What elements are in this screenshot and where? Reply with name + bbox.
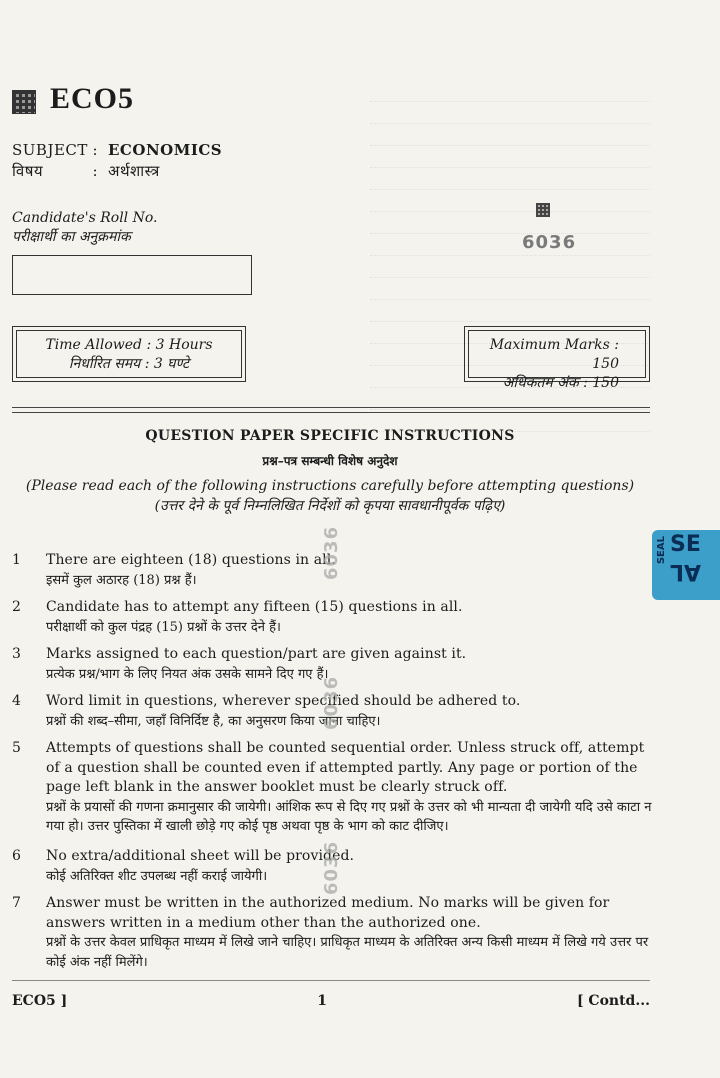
roll-label-en: Candidate's Roll No. (12, 210, 158, 226)
subject-value-hi: अर्थशास्त्र (108, 162, 160, 180)
maximum-marks-en: Maximum Marks : 150 (489, 337, 619, 372)
instructions-title: QUESTION PAPER SPECIFIC INSTRUCTIONS (145, 428, 515, 444)
time-allowed-hi: निर्धारित समय : 3 घण्टे (68, 356, 190, 372)
divider (12, 407, 650, 408)
instruction-item: 3 Marks assigned to each question/part are given against it. प्रत्येक प्रश्न/भाग के लिए नियत अंक उसके सामने दिए गए हैं। (12, 646, 467, 682)
time-allowed-en: Time Allowed : 3 Hours (45, 337, 213, 353)
page-footer (12, 993, 650, 1009)
seal-text-inverted: AL (670, 559, 702, 584)
page-number: 1 (317, 993, 327, 1009)
seal-side-text: SEAL (656, 536, 667, 565)
instruction-item: 4 Word limit in questions, wherever specified should be adhered to. प्रश्नों की शब्द–सीमा, जहाँ विनिर्दिष्ट है, का अनुसरण किया जाना चाहिए। (12, 693, 521, 729)
divider (12, 412, 650, 413)
instructions-note (0, 476, 660, 516)
paper-code: ECO5 (50, 82, 135, 115)
footer-paper-code: ECO5 ] (12, 993, 68, 1009)
time-allowed-box (12, 326, 246, 382)
seal-sticker (652, 530, 720, 600)
maximum-marks-box (464, 326, 650, 391)
seal-text: SE (670, 532, 701, 557)
roll-label-hi: परीक्षार्थी का अनुक्रमांक (12, 229, 131, 245)
subject-label-hi: विषय (12, 162, 44, 180)
serial-watermark: 6036 (321, 840, 342, 895)
instructions-note-en: (Please read each of the following instructions carefully before attempting questions) (25, 478, 635, 494)
instruction-item: 1 There are eighteen (18) questions in all. इसमें कुल अठारह (18) प्रश्न हैं। (12, 552, 336, 588)
barcode-icon (536, 203, 550, 217)
subject-value-en: ECONOMICS (108, 141, 223, 159)
instruction-item: 6 No extra/additional sheet will be provided. कोई अतिरिक्त शीट उपलब्ध नहीं कराई जायेगी। (12, 848, 355, 884)
instructions-note-hi: (उत्तर देने के पूर्व निम्नलिखित निर्देशों को कृपया सावधानीपूर्वक पढ़िए) (154, 498, 506, 514)
roll-number-box[interactable] (12, 255, 252, 295)
serial-number: 6036 (522, 232, 577, 253)
footer-divider (12, 980, 650, 981)
serial-watermark: 6036 (321, 525, 342, 580)
maximum-marks-hi: अधिकतम अंक : 150 (502, 375, 619, 391)
roll-number-label (12, 209, 157, 247)
qr-code-icon (12, 90, 36, 114)
instruction-item: 2 Candidate has to attempt any fifteen (15) questions in all. परीक्षार्थी को कुल पंद्रह (15) प्रश्नों के उत्तर देने हैं। (12, 599, 463, 635)
subject-label-en: SUBJECT (12, 141, 88, 159)
continued-label: [ Contd... (576, 993, 650, 1009)
instructions-title-hi: प्रश्न–पत्र सम्बन्धी विशेष अनुदेश (262, 454, 398, 468)
paper-code-block (12, 82, 134, 116)
serial-watermark: 6036 (321, 675, 342, 730)
subject-block: SUBJECT : ECONOMICS विषय : अर्थशास्त्र (12, 141, 223, 180)
instruction-item: 5 Attempts of questions shall be counted sequential order. Unless struck off, attempt of a question shall be counted even if attempted partly. Any page or portion of the page left blank in the answer booklet must be clearly struck off. प्रश्नों के प्रयासों की गणना क्रमानुसार की जायेगी। आंशिक रूप से दिए गए प्रश्नों के उत्तर को भी मान्यता दी जायेगी यदि उसे काटा न गया हो। उत्तर पुस्तिका में खाली छोड़े गए कोई पृष्ठ अथवा पृष्ठ के भाग को काट दीजिए। (12, 740, 652, 834)
instruction-item: 7 Answer must be written in the authorized medium. No marks will be given for answers written in a medium other than the authorized one. प्रश्नों के उत्तर केवल प्राधिकृत माध्यम में लिखे जाने चाहिए। प्राधिकृत माध्यम के अतिरिक्त अन्य किसी माध्यम में लिखे गये उत्तर पर कोई अंक नहीं मिलेंगे। (12, 895, 649, 970)
